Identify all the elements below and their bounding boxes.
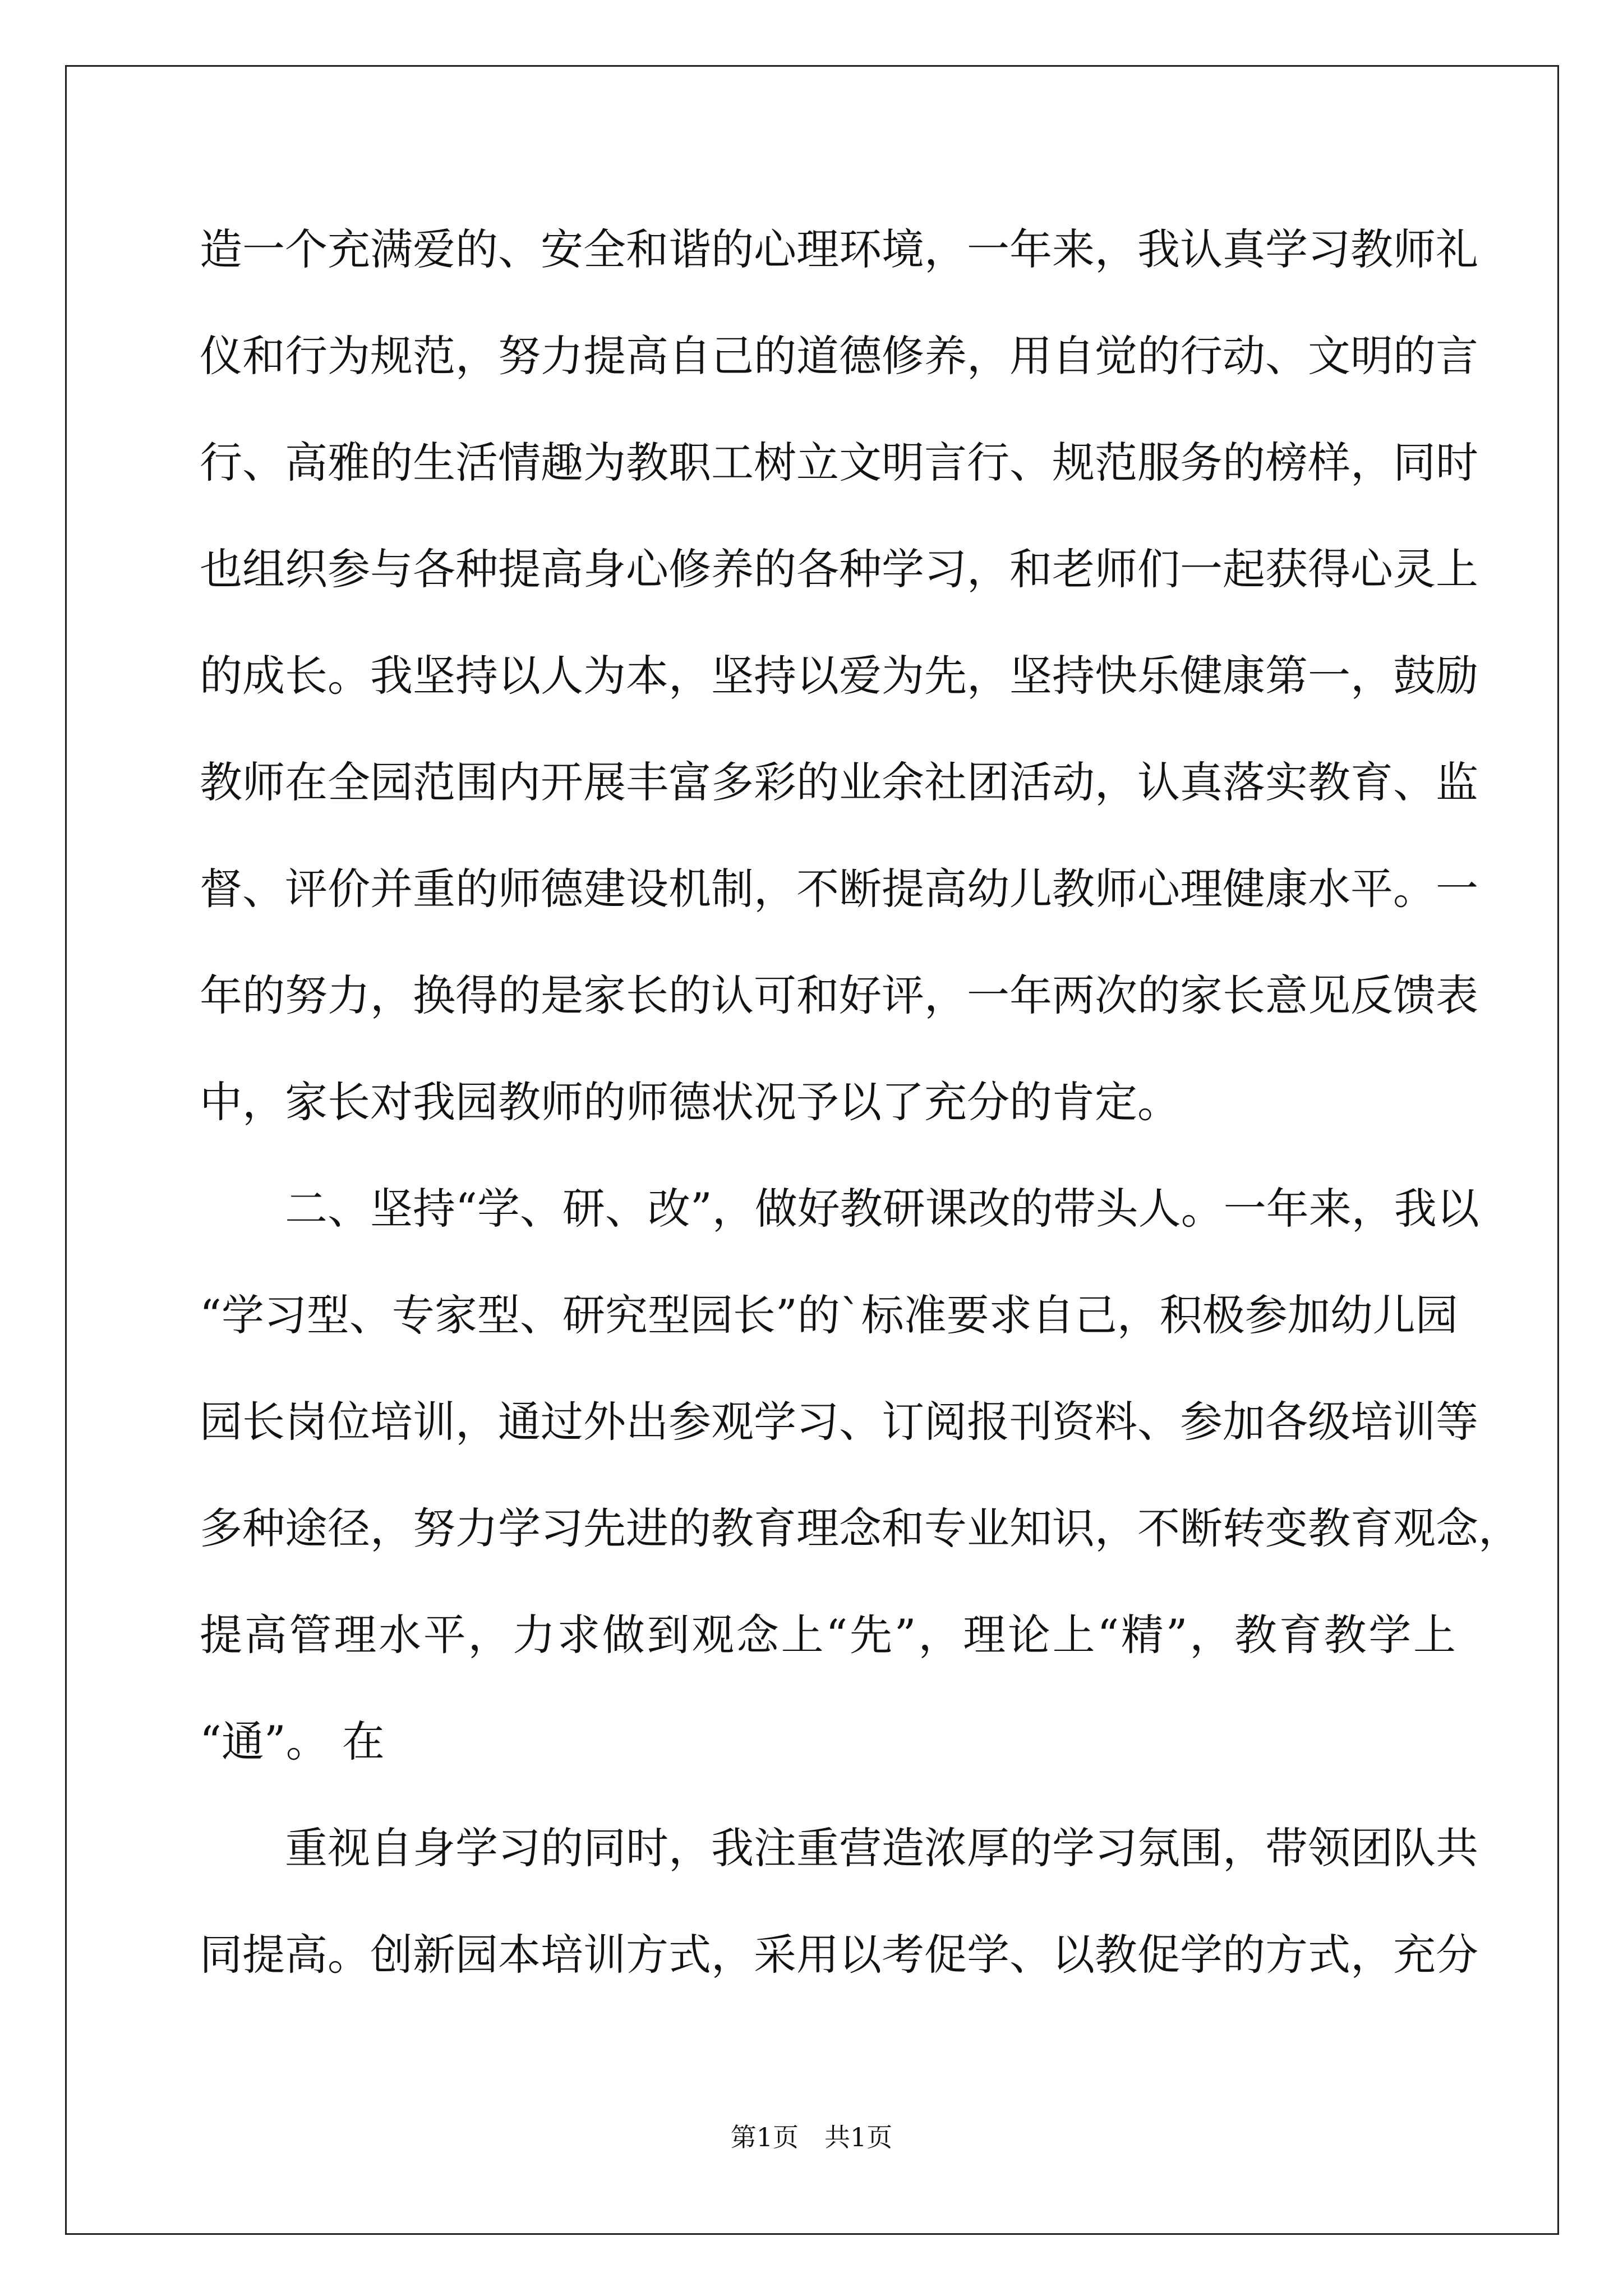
text-line: 造一个充满爱的、安全和谐的心理环境，一年来，我认真学习教师礼	[200, 224, 1478, 274]
text-line: 年的努力，换得的是家长的认可和好评，一年两次的家长意见反馈表	[200, 970, 1478, 1020]
text-line: 教师在全园范围内开展丰富多彩的业余社团活动，认真落实教育、监	[200, 757, 1478, 807]
text-line: 二、坚持“学、研、改”，做好教研课改的带头人。一年来，我以	[285, 1184, 1479, 1234]
text-line: 园长岗位培训，通过外出参观学习、订阅报刊资料、参加各级培训等	[200, 1397, 1478, 1447]
text-line: 中，家长对我园教师的师德状况予以了充分的肯定。	[200, 1077, 1180, 1127]
text-line: 重视自身学习的同时，我注重营造浓厚的学习氛围，带领团队共	[285, 1823, 1478, 1873]
page-footer	[0, 2120, 1623, 2154]
text-line: “通”。 在	[200, 1717, 385, 1766]
text-line: 督、评价并重的师德建设机制，不断提高幼儿教师心理健康水平。一	[200, 864, 1478, 914]
text-line: 仪和行为规范，努力提高自己的道德修养，用自觉的行动、文明的言	[200, 331, 1478, 381]
text-line: 也组织参与各种提高身心修养的各种学习，和老师们一起获得心灵上	[200, 544, 1478, 594]
page-number: 第1页 共1页	[730, 2122, 893, 2152]
text-line: 的成长。我坚持以人为本，坚持以爱为先，坚持快乐健康第一，鼓励	[200, 651, 1478, 701]
document-body	[200, 213, 1521, 2025]
text-line: 行、高雅的生活情趣为教职工树立文明言行、规范服务的榜样，同时	[200, 438, 1478, 487]
text-line: “学习型、专家型、研究型园长”的`标准要求自己，积极参加幼儿园	[200, 1290, 1458, 1340]
text-line: 提高管理水平，力求做到观念上“先”，理论上“精”，教育教学上	[200, 1610, 1456, 1660]
text-line: 多种途径，努力学习先进的教育理念和专业知识，不断转变教育观念，	[200, 1503, 1521, 1553]
text-line: 同提高。创新园本培训方式，采用以考促学、以教促学的方式，充分	[200, 1930, 1478, 1980]
